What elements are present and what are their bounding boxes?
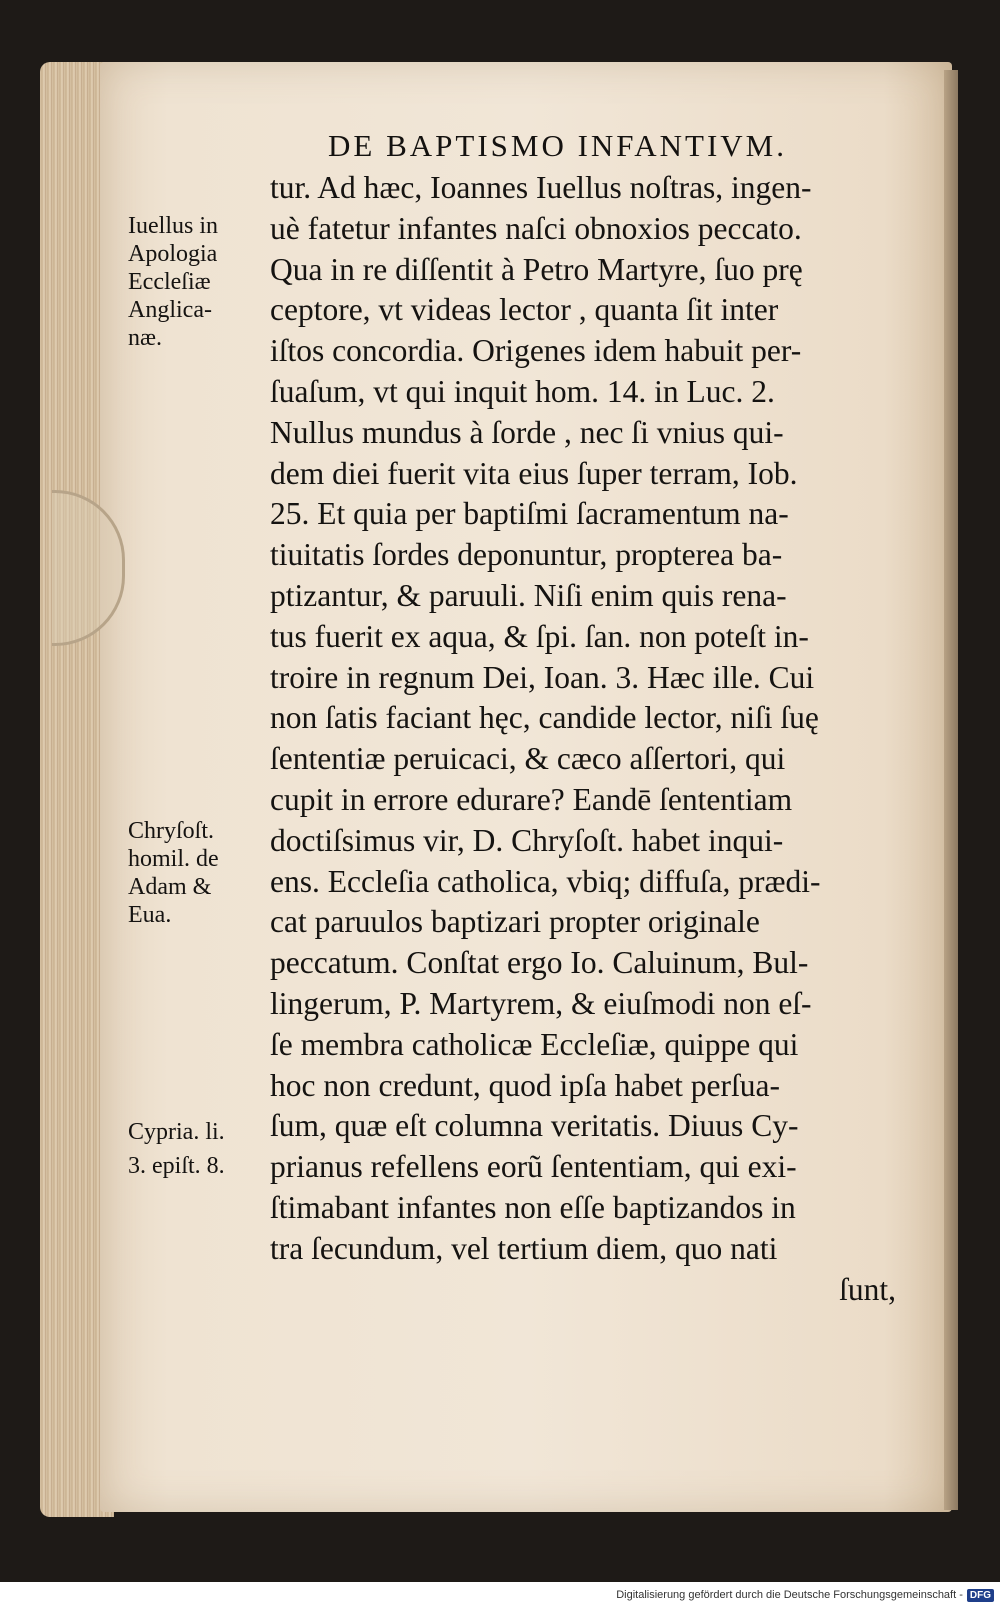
text-line: hoc non credunt, quod ipſa habet perſua- [270,1067,780,1103]
catchword: ſunt, [839,1271,896,1307]
text-line: ſum, quæ eſt columna veritatis. Diuus Cy- [270,1108,799,1144]
text-line: 25. Et quia per baptiſmi ſacramentum na- [270,496,789,532]
text-line: uè fatetur infantes naſci obnoxios peccato. [270,210,802,246]
footer-text: Digitalisierung gefördert durch die Deutsche Forschungsgemeinschaft - [616,1589,963,1601]
margin-note-cypria [128,1118,268,1180]
text-line: Qua in re diſſentit à Petro Martyre, ſuo prę [270,251,803,287]
text-line: tur. Ad hæc, Ioannes Iuellus noſtras, ingen- [270,170,812,205]
running-header: DE BAPTISMO INFANTIVM. [328,128,787,163]
footer [616,1586,994,1604]
margin-note-line: 3. epiſt. 8. [128,1153,225,1179]
text-line: tus fuerit ex aqua, & ſpi. ſan. non poteſt in- [270,618,809,654]
margin-note-line: Chryſoſt. [128,818,215,844]
margin-note-line: Anglica- [128,297,212,323]
margin-note-line: Eua. [128,902,172,928]
margin-note-iuellus [128,212,268,352]
text-line: ſtimabant infantes non eſſe baptizandos in [270,1189,796,1225]
text-line: ſententiæ peruicaci, & cæco aſſertori, qui [270,741,786,777]
margin-note-line: Cypria. li. [128,1119,225,1145]
text-line: dem diei fuerit vita eius ſuper terram, Iob. [270,455,798,491]
text-line: Nullus mundus à ſorde , nec ſi vnius qui- [270,414,784,450]
text-line: ens. Eccleſia catholica, vbiq; diffuſa, prædi- [270,863,821,899]
text-line: troire in regnum Dei, Ioan. 3. Hæc ille. Cui [270,659,815,695]
margin-note-line: Eccleſiæ [128,269,211,295]
text-line: ſuaſum, vt qui inquit hom. 14. in Luc. 2. [270,373,775,409]
margin-note-line: Adam & [128,874,212,900]
text-line: ptizantur, & paruuli. Niſi enim quis rena- [270,577,787,613]
dfg-logo: DFG [967,1589,994,1602]
margin-note-line: næ. [128,325,163,351]
text-line: tiuitatis ſordes deponuntur, propterea ba- [270,537,783,573]
text-line: ceptore, vt videas lector , quanta ſit inter [270,292,779,328]
text-line: prianus refellens eorũ ſententiam, qui exi- [270,1149,797,1185]
text-line: cupit in errore edurare? Eandē ſententiam [270,781,793,817]
text-line: doctiſsimus vir, D. Chryſoſt. habet inqui- [270,822,784,858]
text-line: lingerum, P. Martyrem, & eiuſmodi non eſ- [270,985,812,1021]
margin-note-line: Apologia [128,241,218,267]
binding-edge [944,70,958,1510]
margin-note-line: homil. de [128,846,219,872]
margin-note-line: Iuellus in [128,213,218,239]
body-text [270,168,896,1310]
text-line: ſe membra catholicæ Eccleſiæ, quippe qui [270,1026,799,1062]
margin-note-chrysost [128,817,268,929]
text-line: non ſatis faciant hęc, candide lector, niſi ſuę [270,700,819,736]
text-line: peccatum. Conſtat ergo Io. Caluinum, Bul- [270,945,809,981]
text-line: tra ſecundum, vel tertium diem, quo nati [270,1230,778,1266]
text-line: cat paruulos baptizari propter originale [270,904,760,940]
text-line: iſtos concordia. Origenes idem habuit per- [270,333,802,369]
